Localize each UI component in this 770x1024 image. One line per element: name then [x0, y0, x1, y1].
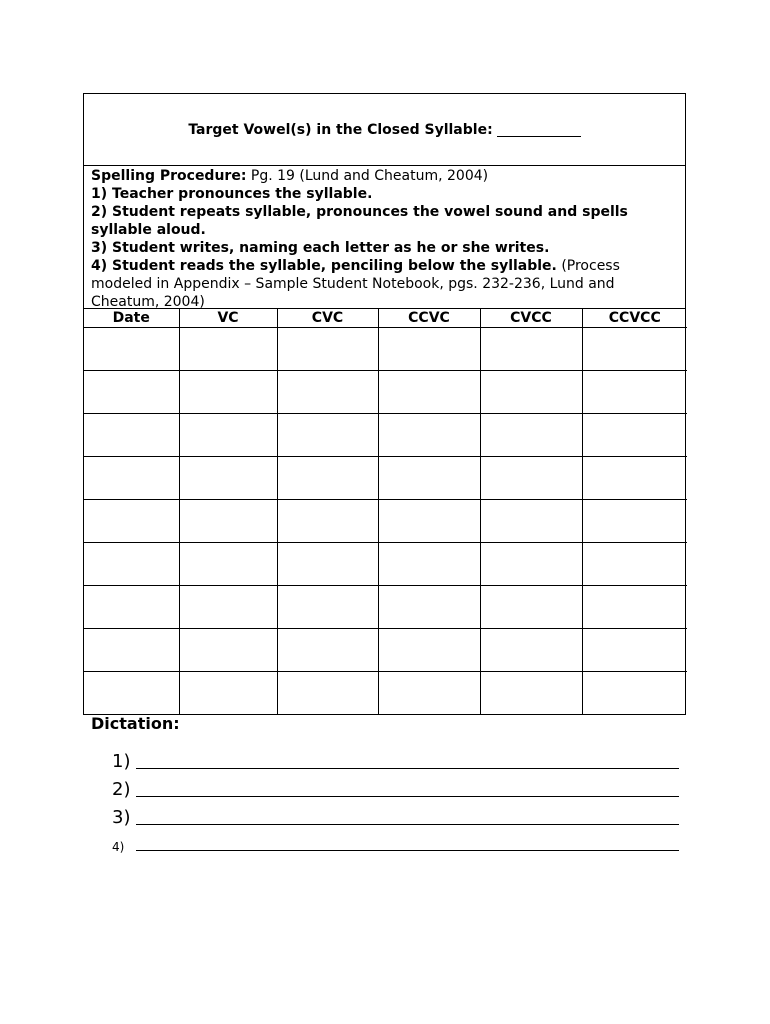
- table-cell-cvcc[interactable]: [480, 371, 582, 414]
- table-cell-ccvcc[interactable]: [582, 672, 687, 715]
- procedure-step-2: 2) Student repeats syllable, pronounces the vowel sound and spells syllable aloud.: [91, 204, 628, 238]
- dictation-number: 1): [112, 751, 131, 772]
- procedure-step-4: 4) Student reads the syllable, penciling below the syllable.: [91, 258, 557, 274]
- dictation-line-1[interactable]: [112, 751, 679, 772]
- table-cell-vc[interactable]: [179, 371, 277, 414]
- table-cell-date[interactable]: [84, 457, 179, 500]
- table-cell-cvcc[interactable]: [480, 457, 582, 500]
- table-row: [84, 672, 687, 715]
- table-cell-cvcc[interactable]: [480, 328, 582, 371]
- table-cell-cvc[interactable]: [277, 629, 378, 672]
- table-cell-cvc[interactable]: [277, 500, 378, 543]
- table-cell-vc[interactable]: [179, 328, 277, 371]
- table-cell-vc[interactable]: [179, 500, 277, 543]
- table-row: [84, 629, 687, 672]
- table-cell-ccvc[interactable]: [378, 414, 480, 457]
- table-header-row: [84, 309, 687, 328]
- table-row: [84, 414, 687, 457]
- column-header-cvc: CVC: [277, 309, 378, 328]
- table-cell-ccvc[interactable]: [378, 328, 480, 371]
- table-cell-ccvcc[interactable]: [582, 414, 687, 457]
- procedure-step-1: 1) Teacher pronounces the syllable.: [91, 186, 373, 202]
- table-cell-cvc[interactable]: [277, 457, 378, 500]
- table-cell-date[interactable]: [84, 414, 179, 457]
- table-row: [84, 500, 687, 543]
- dictation-line-2[interactable]: [112, 779, 679, 800]
- target-vowel-label: Target Vowel(s) in the Closed Syllable:: [188, 121, 493, 138]
- column-header-cvcc: CVCC: [480, 309, 582, 328]
- table-cell-cvc[interactable]: [277, 543, 378, 586]
- procedure-heading: Spelling Procedure:: [91, 168, 247, 184]
- table-cell-date[interactable]: [84, 629, 179, 672]
- table-cell-vc[interactable]: [179, 672, 277, 715]
- title-row: [84, 94, 685, 166]
- dictation-line-3[interactable]: [112, 807, 679, 828]
- column-header-vc: VC: [179, 309, 277, 328]
- table-cell-ccvc[interactable]: [378, 457, 480, 500]
- table-cell-ccvcc[interactable]: [582, 629, 687, 672]
- table-cell-ccvcc[interactable]: [582, 586, 687, 629]
- table-cell-ccvc[interactable]: [378, 672, 480, 715]
- target-vowel-blank[interactable]: [497, 122, 581, 137]
- table-cell-vc[interactable]: [179, 629, 277, 672]
- table-row: [84, 457, 687, 500]
- table-cell-ccvcc[interactable]: [582, 371, 687, 414]
- table-cell-cvc[interactable]: [277, 414, 378, 457]
- syllable-table: [84, 309, 687, 714]
- table-row: [84, 371, 687, 414]
- table-cell-ccvc[interactable]: [378, 371, 480, 414]
- table-cell-date[interactable]: [84, 543, 179, 586]
- table-cell-vc[interactable]: [179, 586, 277, 629]
- dictation-line-4[interactable]: [112, 840, 679, 854]
- table-cell-ccvcc[interactable]: [582, 457, 687, 500]
- table-cell-cvcc[interactable]: [480, 672, 582, 715]
- table-cell-cvcc[interactable]: [480, 414, 582, 457]
- worksheet: [83, 93, 686, 715]
- spelling-procedure: [84, 166, 685, 309]
- dictation-rule[interactable]: [136, 795, 679, 797]
- table-cell-date[interactable]: [84, 500, 179, 543]
- table-cell-vc[interactable]: [179, 543, 277, 586]
- dictation-number: 4): [112, 840, 125, 854]
- table-cell-ccvc[interactable]: [378, 543, 480, 586]
- table-cell-cvcc[interactable]: [480, 629, 582, 672]
- table-cell-ccvc[interactable]: [378, 629, 480, 672]
- table-cell-date[interactable]: [84, 328, 179, 371]
- column-header-ccvc: CCVC: [378, 309, 480, 328]
- table-cell-ccvc[interactable]: [378, 500, 480, 543]
- table-cell-ccvcc[interactable]: [582, 543, 687, 586]
- table-cell-vc[interactable]: [179, 457, 277, 500]
- table-cell-cvcc[interactable]: [480, 586, 582, 629]
- table-cell-cvcc[interactable]: [480, 543, 582, 586]
- procedure-step-3: 3) Student writes, naming each letter as he or she writes.: [91, 240, 550, 256]
- table-cell-vc[interactable]: [179, 414, 277, 457]
- column-header-ccvcc: CCVCC: [582, 309, 687, 328]
- dictation-rule[interactable]: [136, 849, 679, 851]
- table-cell-date[interactable]: [84, 371, 179, 414]
- table-row: [84, 586, 687, 629]
- table-cell-cvc[interactable]: [277, 672, 378, 715]
- table-cell-cvc[interactable]: [277, 586, 378, 629]
- dictation-number: 2): [112, 779, 131, 800]
- table-cell-ccvc[interactable]: [378, 586, 480, 629]
- dictation-number: 3): [112, 807, 131, 828]
- dictation-rule[interactable]: [136, 767, 679, 769]
- dictation-heading: Dictation:: [91, 714, 180, 733]
- procedure-note: (Process modeled in Appendix – Sample Student Notebook, pgs. 232-236, Lund and Cheatum, 2004): [91, 258, 620, 310]
- table-cell-cvc[interactable]: [277, 328, 378, 371]
- table-row: [84, 543, 687, 586]
- table-cell-date[interactable]: [84, 672, 179, 715]
- table-cell-cvc[interactable]: [277, 371, 378, 414]
- table-cell-ccvcc[interactable]: [582, 500, 687, 543]
- procedure-reference: Pg. 19 (Lund and Cheatum, 2004): [250, 168, 489, 184]
- column-header-date: Date: [84, 309, 179, 328]
- table-body: [84, 328, 687, 715]
- dictation-rule[interactable]: [136, 823, 679, 825]
- table-cell-ccvcc[interactable]: [582, 328, 687, 371]
- table-row: [84, 328, 687, 371]
- table-cell-cvcc[interactable]: [480, 500, 582, 543]
- table-cell-date[interactable]: [84, 586, 179, 629]
